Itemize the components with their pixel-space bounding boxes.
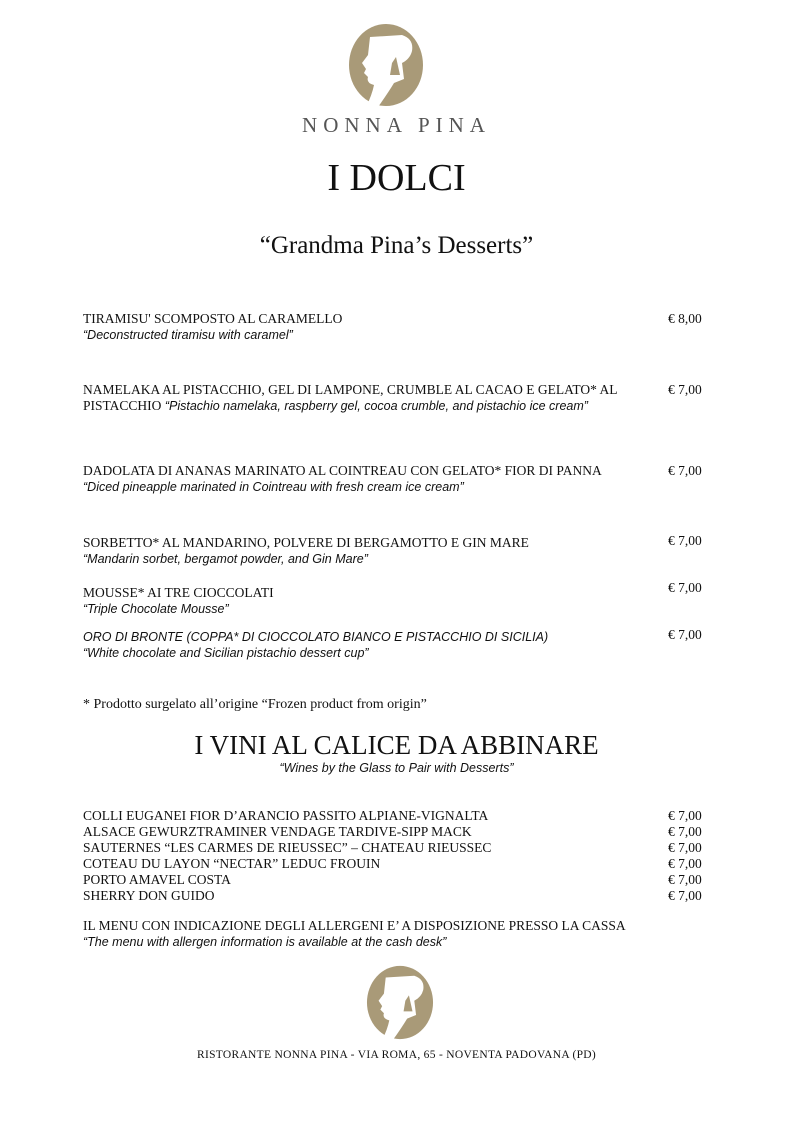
dessert-price: € 7,00 xyxy=(668,627,702,642)
wine-item: COTEAU DU LAYON “NECTAR” LEDUC FROUIN € 7,00 xyxy=(83,856,702,871)
dessert-item: TIRAMISU' SCOMPOSTO AL CARAMELLO “Deconstructed tiramisu with caramel” xyxy=(83,311,343,342)
dessert-item: MOUSSE* AI TRE CIOCCOLATI “Triple Chocolate Mousse” xyxy=(83,585,274,616)
brand-name: NONNA PINA xyxy=(302,113,491,137)
dessert-price: € 8,00 xyxy=(668,311,702,326)
wine-item: SAUTERNES “LES CARMES DE RIEUSSEC” – CHATEAU RIEUSSEC € 7,00 xyxy=(83,840,702,855)
dessert-price: € 7,00 xyxy=(668,580,702,595)
wine-item: COLLI EUGANEI FIOR D’ARANCIO PASSITO ALPIANE-VIGNALTA € 7,00 xyxy=(83,808,702,823)
logo-icon xyxy=(348,23,424,107)
wine-item: ALSACE GEWURZTRAMINER VENDAGE TARDIVE-SIPP MACK € 7,00 xyxy=(83,824,702,839)
page-subtitle: “Grandma Pina’s Desserts” xyxy=(259,232,534,259)
dessert-price: € 7,00 xyxy=(668,382,702,397)
dessert-item: SORBETTO* AL MANDARINO, POLVERE DI BERGAMOTTO E GIN MARE “Mandarin sorbet, bergamot powder, and Gin Mare” xyxy=(83,535,529,566)
frozen-note: * Prodotto surgelato all’origine “Frozen product from origin” xyxy=(83,697,427,712)
allergen-note: IL MENU CON INDICAZIONE DEGLI ALLERGENI E’ A DISPOSIZIONE PRESSO LA CASSA “The menu with allergen information is available at the cash desk” xyxy=(83,918,626,949)
wine-list xyxy=(83,808,713,904)
page-title: I DOLCI xyxy=(327,157,466,199)
dessert-price: € 7,00 xyxy=(668,463,702,478)
wines-title: I VINI AL CALICE DA ABBINARE xyxy=(194,730,599,760)
wines-subtitle: “Wines by the Glass to Pair with Desserts” xyxy=(279,761,514,775)
dessert-price: € 7,00 xyxy=(668,533,702,548)
wine-item: PORTO AMAVEL COSTA € 7,00 xyxy=(83,872,702,887)
footer-logo-icon xyxy=(366,965,434,1040)
dessert-item: DADOLATA DI ANANAS MARINATO AL COINTREAU CON GELATO* FIOR DI PANNA “Diced pineapple marinated in Cointreau with fresh cream ice cream” xyxy=(83,463,601,494)
dessert-item: ORO DI BRONTE (COPPA* DI CIOCCOLATO BIANCO E PISTACCHIO DI SICILIA) “White chocolate and Sicilian pistachio dessert cup” xyxy=(83,630,549,660)
footer-address: RISTORANTE NONNA PINA - VIA ROMA, 65 - NOVENTA PADOVANA (PD) xyxy=(196,1049,597,1061)
dessert-item: NAMELAKA AL PISTACCHIO, GEL DI LAMPONE, CRUMBLE AL CACAO E GELATO* AL PISTACCHIO “Pistachio namelaka, raspberry gel, cocoa crumble, and pistachio ice cream” xyxy=(83,382,618,413)
wine-item: SHERRY DON GUIDO € 7,00 xyxy=(83,888,702,903)
